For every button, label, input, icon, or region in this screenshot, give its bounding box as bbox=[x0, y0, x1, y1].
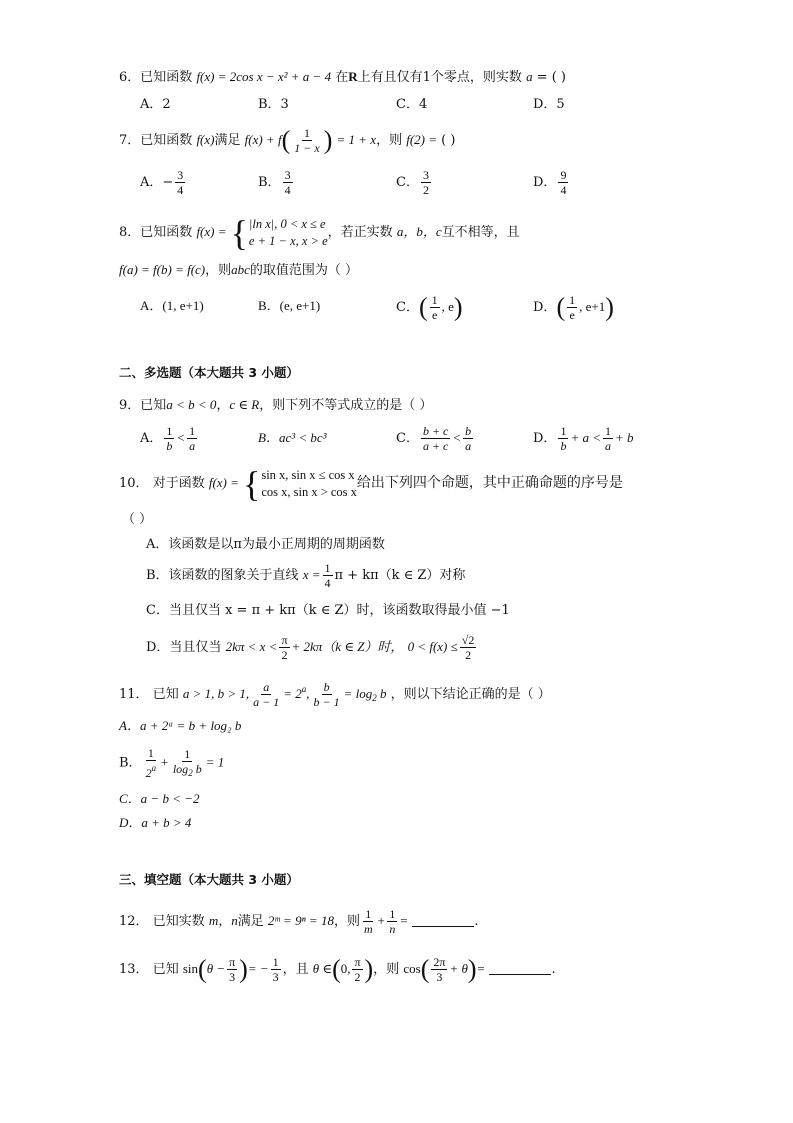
answer-blank[interactable] bbox=[412, 914, 474, 927]
q8-option-c: C．( $\frac{1}{e}$ , e) bbox=[396, 292, 463, 322]
q7-option-d: D． $\frac{9}{4}$ bbox=[533, 168, 567, 197]
question-text: ，则 bbox=[376, 133, 403, 148]
math-expression: f(x) bbox=[196, 132, 215, 147]
q9-option-a: A． $\frac{1}{b}$ < $\frac{1}{a}$ bbox=[140, 424, 196, 453]
question-number: 7． bbox=[119, 133, 141, 148]
question-6 bbox=[119, 67, 566, 88]
math-expression: f(x) = 2cos x − x² + a − 4 bbox=[196, 69, 332, 84]
math-function: cos bbox=[403, 961, 421, 976]
q7-option-a: A．− $\frac{3}{4}$ bbox=[140, 168, 184, 197]
math-expression: f(a) = f(b) = f(c) bbox=[119, 262, 206, 277]
math-symbol: R bbox=[348, 69, 358, 84]
math-expression: f(x) + f bbox=[244, 132, 282, 147]
piecewise-definition: { |ln x|, 0 < x ≤ e e + 1 − x, x > e bbox=[230, 212, 328, 253]
q7-option-c: C． $\frac{3}{2}$ bbox=[396, 168, 429, 197]
q9-option-c: C． $\frac{b + c}{a + c}$ < $\frac{b}{a}$ bbox=[396, 424, 472, 453]
section-heading-fill-in: 三、填空题（本大题共 3 小题） bbox=[119, 872, 299, 887]
q6-option-c: C．4 bbox=[396, 97, 428, 112]
question-text: ， bbox=[216, 398, 230, 413]
q11-option-c: C．a − b < −2 bbox=[119, 791, 200, 806]
question-11: 11． 已知 a > 1, b > 1, $\frac{a}{a - 1}$ = $2^a$, $\frac{b}{b - 1}$ = $\log_2 b$ ，则以下结论正确的是（ ） bbox=[119, 680, 551, 709]
q7-option-b: B． $\frac{3}{4}$ bbox=[258, 168, 291, 197]
question-text: ，若正实数 bbox=[327, 225, 393, 240]
math-expression: = 1 + x bbox=[336, 132, 377, 147]
question-number: 10． bbox=[119, 476, 149, 491]
q9-option-d: D． $\frac{1}{b}$ + a < $\frac{1}{a}$ + b bbox=[533, 424, 634, 453]
q6-option-d: D．5 bbox=[533, 97, 565, 112]
question-8 bbox=[119, 212, 520, 253]
section-heading-multiple-choice: 二、多选题（本大题共 3 小题） bbox=[119, 365, 299, 380]
math-symbol: m，n bbox=[208, 913, 238, 928]
question-text: ，则 bbox=[333, 914, 360, 929]
q10-option-a: A．该函数是以π为最小正周期的周期函数 bbox=[146, 537, 385, 552]
fraction: $\frac{1}{1 - x}$ bbox=[294, 126, 320, 155]
math-symbol: a bbox=[526, 69, 533, 84]
math-expression: a > 1, b > 1, bbox=[182, 686, 250, 701]
piecewise-definition: { sin x, sin x ≤ cos x cos x, sin x > cos x bbox=[243, 463, 357, 504]
answer-blank[interactable] bbox=[489, 962, 551, 975]
question-text: 的取值范围为（ ） bbox=[249, 263, 359, 278]
math-expression: f(2) = bbox=[406, 132, 438, 147]
question-9 bbox=[119, 395, 432, 416]
question-text: 在 bbox=[335, 70, 349, 85]
q8-option-d: D．( $\frac{1}{e}$ , e+1) bbox=[533, 292, 614, 322]
question-text: 对于函数 bbox=[152, 476, 205, 491]
question-number: 6． bbox=[119, 70, 141, 85]
math-expression: 2ᵐ = 9ⁿ = 18 bbox=[267, 913, 334, 928]
question-text: 已知 bbox=[140, 398, 167, 413]
math-expression: f(x) = bbox=[196, 224, 227, 239]
question-text: 已知函数 bbox=[140, 70, 193, 85]
question-8-line-2 bbox=[119, 260, 358, 281]
question-number: 8． bbox=[119, 225, 141, 240]
math-expression: θ ∈ bbox=[312, 961, 333, 976]
math-symbol: a，b，c bbox=[396, 224, 442, 239]
q10-option-d: D．当且仅当 2kπ < x < $\frac{\pi}{2}$ + 2kπ（k ∈ Z）时， 0 < f(x) ≤ $\frac{√2}{2}$ bbox=[146, 633, 475, 662]
question-text: 已知 bbox=[152, 687, 179, 702]
question-text: ，则以下结论正确的是（ ） bbox=[390, 687, 551, 702]
answer-paren: ( ) bbox=[441, 133, 456, 148]
question-text: 满足 bbox=[237, 914, 264, 929]
q6-option-a: A．2 bbox=[140, 97, 171, 112]
answer-paren: （ ） bbox=[122, 512, 153, 527]
question-number: 13． bbox=[119, 962, 149, 977]
question-12: 12． 已知实数 m，n满足 2ᵐ = 9ⁿ = 18，则 $\frac{1}{m}$ + $\frac{1}{n}$ = . bbox=[119, 907, 479, 936]
q10-option-b: B．该函数的图象关于直线 x = $\frac{1}{4}$ π + kπ（k ∈ Z）对称 bbox=[146, 561, 466, 590]
question-number: 9． bbox=[119, 398, 141, 413]
q11-option-d: D．a + b > 4 bbox=[119, 815, 192, 830]
question-text: 已知 bbox=[152, 962, 179, 977]
question-number: 12． bbox=[119, 914, 149, 929]
math-expression: a < b < 0 bbox=[166, 397, 217, 412]
q10-option-c: C．当且仅当 x = π + kπ（k ∈ Z）时，该函数取得最小值 −1 bbox=[146, 603, 510, 618]
question-text: 满足 bbox=[214, 133, 241, 148]
question-text: ，则下列不等式成立的是（ ） bbox=[259, 398, 433, 413]
q11-option-a: A．a + 2ᵃ = b + log₂ b bbox=[119, 718, 242, 733]
question-text: 给出下列四个命题，其中正确命题的序号是 bbox=[356, 475, 623, 491]
question-text: 已知函数 bbox=[140, 133, 193, 148]
question-number: 11． bbox=[119, 687, 149, 702]
question-7: 7．已知函数 f(x)满足 f(x) + f( $\frac{1}{1 - x}$ ) = 1 + x，则 f(2) = ( ) bbox=[119, 125, 456, 155]
question-text: 上有且仅有1个零点，则实数 bbox=[357, 70, 522, 85]
question-10 bbox=[119, 463, 623, 504]
q6-option-b: B．3 bbox=[258, 97, 289, 112]
question-text: 互不相等，且 bbox=[441, 225, 520, 240]
question-text: ，且 bbox=[282, 962, 309, 977]
q8-option-b: B．(e, e+1) bbox=[258, 298, 321, 313]
math-expression: f(x) = bbox=[208, 475, 239, 490]
math-expression: c ∈ R bbox=[229, 397, 260, 412]
question-text: ，则 bbox=[373, 962, 400, 977]
math-symbol: abc bbox=[231, 262, 250, 277]
question-text: 已知函数 bbox=[140, 225, 193, 240]
question-text: 已知实数 bbox=[152, 914, 205, 929]
q11-option-b: B． $\frac{1}{2^a}$ + $\frac{1}{\log_2 b}$ = 1 bbox=[119, 746, 225, 780]
q9-option-b: B．ac³ < bc³ bbox=[258, 430, 327, 445]
q8-option-a: A．(1, e+1) bbox=[140, 298, 204, 313]
question-text: ，则 bbox=[205, 263, 232, 278]
math-function: sin bbox=[182, 961, 199, 976]
question-13: 13． 已知 sin(θ − $\frac{\pi}{3}$ )= − $\frac{1}{3}$ ，且 θ ∈(0, $\frac{\pi}{2}$ )，则 cos( $\frac{2\pi}{3}$ + θ)= . bbox=[119, 954, 556, 984]
answer-paren: = ( ) bbox=[536, 70, 567, 85]
